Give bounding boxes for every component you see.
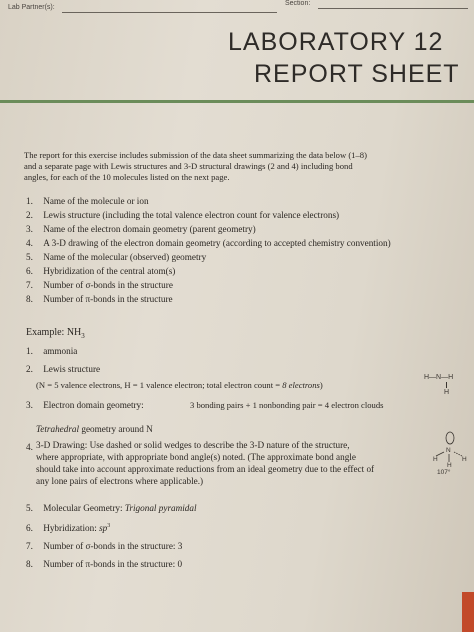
example-item-8: 8. Number of π-bonds in the structure: 0 — [26, 559, 183, 569]
list-item: 4. A 3-D drawing of the electron domain geometry (according to accepted chemistry convention) — [26, 238, 391, 248]
list-item: 1. Name of the molecule or ion — [26, 196, 149, 206]
lab-partners-line — [62, 12, 277, 13]
example-item-3-detail: 3 bonding pairs + 1 nonbonding pair = 4 electron clouds — [190, 400, 384, 410]
drawing-h-right: H — [462, 456, 467, 463]
example-item-1: 1. ammonia — [26, 346, 78, 356]
example-item-4-num: 4. — [26, 442, 33, 452]
lewis-structure-row1: H—N—H — [424, 374, 454, 381]
list-item: 8. Number of π-bonds in the structure — [26, 294, 173, 304]
example-item-3: 3. Electron domain geometry: — [26, 400, 144, 410]
list-item: 7. Number of σ-bonds in the structure — [26, 280, 173, 290]
example-heading: Example: $NH_3$ — [26, 327, 85, 340]
section-line — [318, 8, 468, 9]
lewis-bond-vertical — [446, 382, 447, 388]
example-item-6: 6. Hybridization: $sp^3$ — [26, 523, 111, 534]
title-line1: LABORATORY 12 — [228, 28, 444, 56]
intro-line3: angles, for each of the 10 molecules listed on the next page. — [24, 172, 230, 182]
lone-pair-lobe — [446, 432, 454, 444]
example-item-7: 7. Number of σ-bonds in the structure: 3 — [26, 541, 183, 551]
page-corner-tab — [462, 592, 474, 632]
list-item: 3. Name of the electron domain geometry (parent geometry) — [26, 224, 256, 234]
lewis-structure-row2: H — [444, 389, 450, 396]
list-item: 6. Hybridization of the central atom(s) — [26, 266, 176, 276]
bond-right — [454, 452, 462, 456]
section-label: Section: — [285, 0, 311, 7]
intro-line2: and a separate page with Lewis structures and 3-D structural drawings (2 and 4) including bond — [24, 161, 353, 171]
lab-partners-label: Lab Partner(s): — [8, 4, 55, 11]
example-item-3-tetrahedral: Tetrahedral geometry around N — [36, 424, 153, 434]
example-item-5: 5. Molecular Geometry: Trigonal pyramidal — [26, 503, 197, 513]
list-item: 5. Name of the molecular (observed) geometry — [26, 252, 207, 262]
example-item-4-line2: where appropriate, with appropriate bond angle(s) noted. (The approximate bond angle — [36, 452, 356, 462]
drawing-h-bottom: H — [447, 462, 452, 469]
example-item-2: 2. Lewis structure — [26, 364, 101, 374]
drawing-h-left: H — [433, 456, 438, 463]
drawing-n: N — [446, 447, 451, 454]
intro-line1: The report for this exercise includes submission of the data sheet summarizing the data below (1–8) — [24, 150, 367, 160]
drawing-bond-angle: 107° — [437, 469, 451, 476]
example-item-4-line1: 3-D Drawing: Use dashed or solid wedges to describe the 3-D nature of the structure, — [36, 440, 350, 450]
example-item-4-line4: any lone pairs of electrons where applicable.) — [36, 476, 204, 486]
example-item-2-detail: (N = 5 valence electrons, H = 1 valence electron; total electron count = 8 electrons) — [36, 380, 323, 390]
example-item-4-line3: should take into account approximate reductions from an ideal geometry due to the effect of — [36, 464, 375, 474]
title-rule — [0, 100, 474, 103]
title-line2: REPORT SHEET — [254, 60, 460, 88]
list-item: 2. Lewis structure (including the total valence electron count for valence electrons) — [26, 210, 340, 220]
